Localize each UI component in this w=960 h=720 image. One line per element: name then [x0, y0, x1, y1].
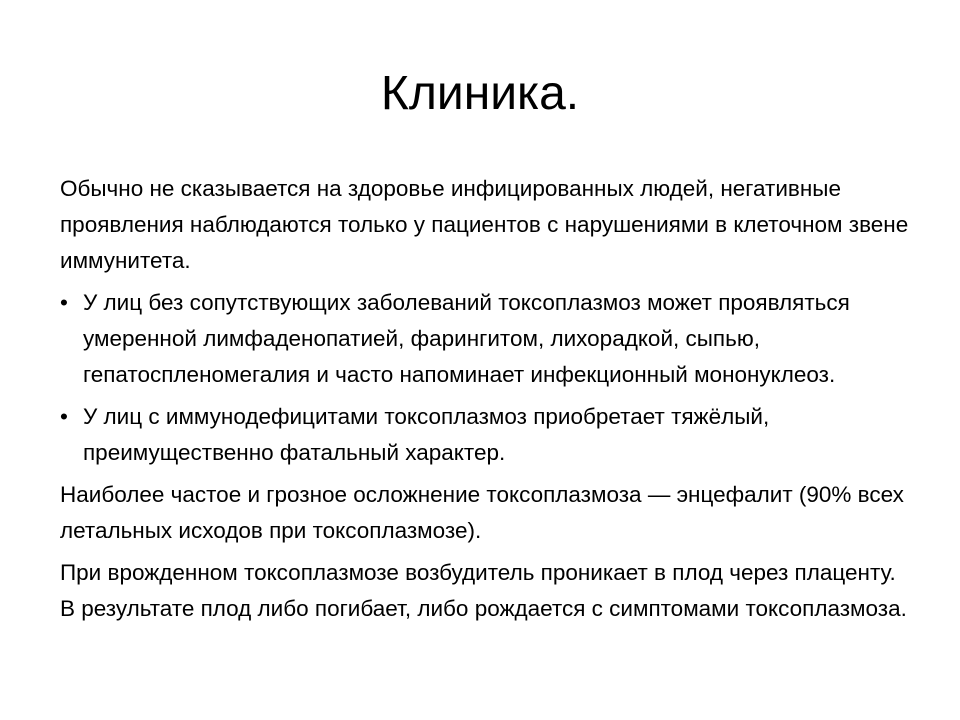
bullet-text: У лиц с иммунодефицитами токсоплазмоз приобретает тяжёлый, преимущественно фатальный характер. [83, 404, 770, 465]
bullet-dot-icon: • [60, 404, 68, 429]
slide-body [60, 171, 910, 633]
bullet-item [60, 399, 910, 471]
bullet-item [60, 285, 910, 393]
complication-paragraph: Наиболее частое и грозное осложнение токсоплазмоза — энцефалит (90% всех летальных исходов при токсоплазмозе). [60, 482, 904, 543]
intro-paragraph: Обычно не сказывается на здоровье инфицированных людей, негативные проявления наблюдаются только у пациентов с нарушениями в клеточном звене иммунитета. [60, 176, 909, 273]
bullet-text: У лиц без сопутствующих заболеваний токсоплазмоз может проявляться умеренной лимфаденопатией, фарингитом, лихорадкой, сыпью, гепатоспленомегалия и часто напоминает инфекционный мононуклеоз. [83, 290, 850, 387]
congenital-paragraph: При врожденном токсоплазмозе возбудитель проникает в плод через плаценту. В результате плод либо погибает, либо рождается с симптомами токсоплазмоза. [60, 560, 907, 621]
bullet-dot-icon: • [60, 290, 68, 315]
slide-title: Клиника. [380, 67, 580, 120]
